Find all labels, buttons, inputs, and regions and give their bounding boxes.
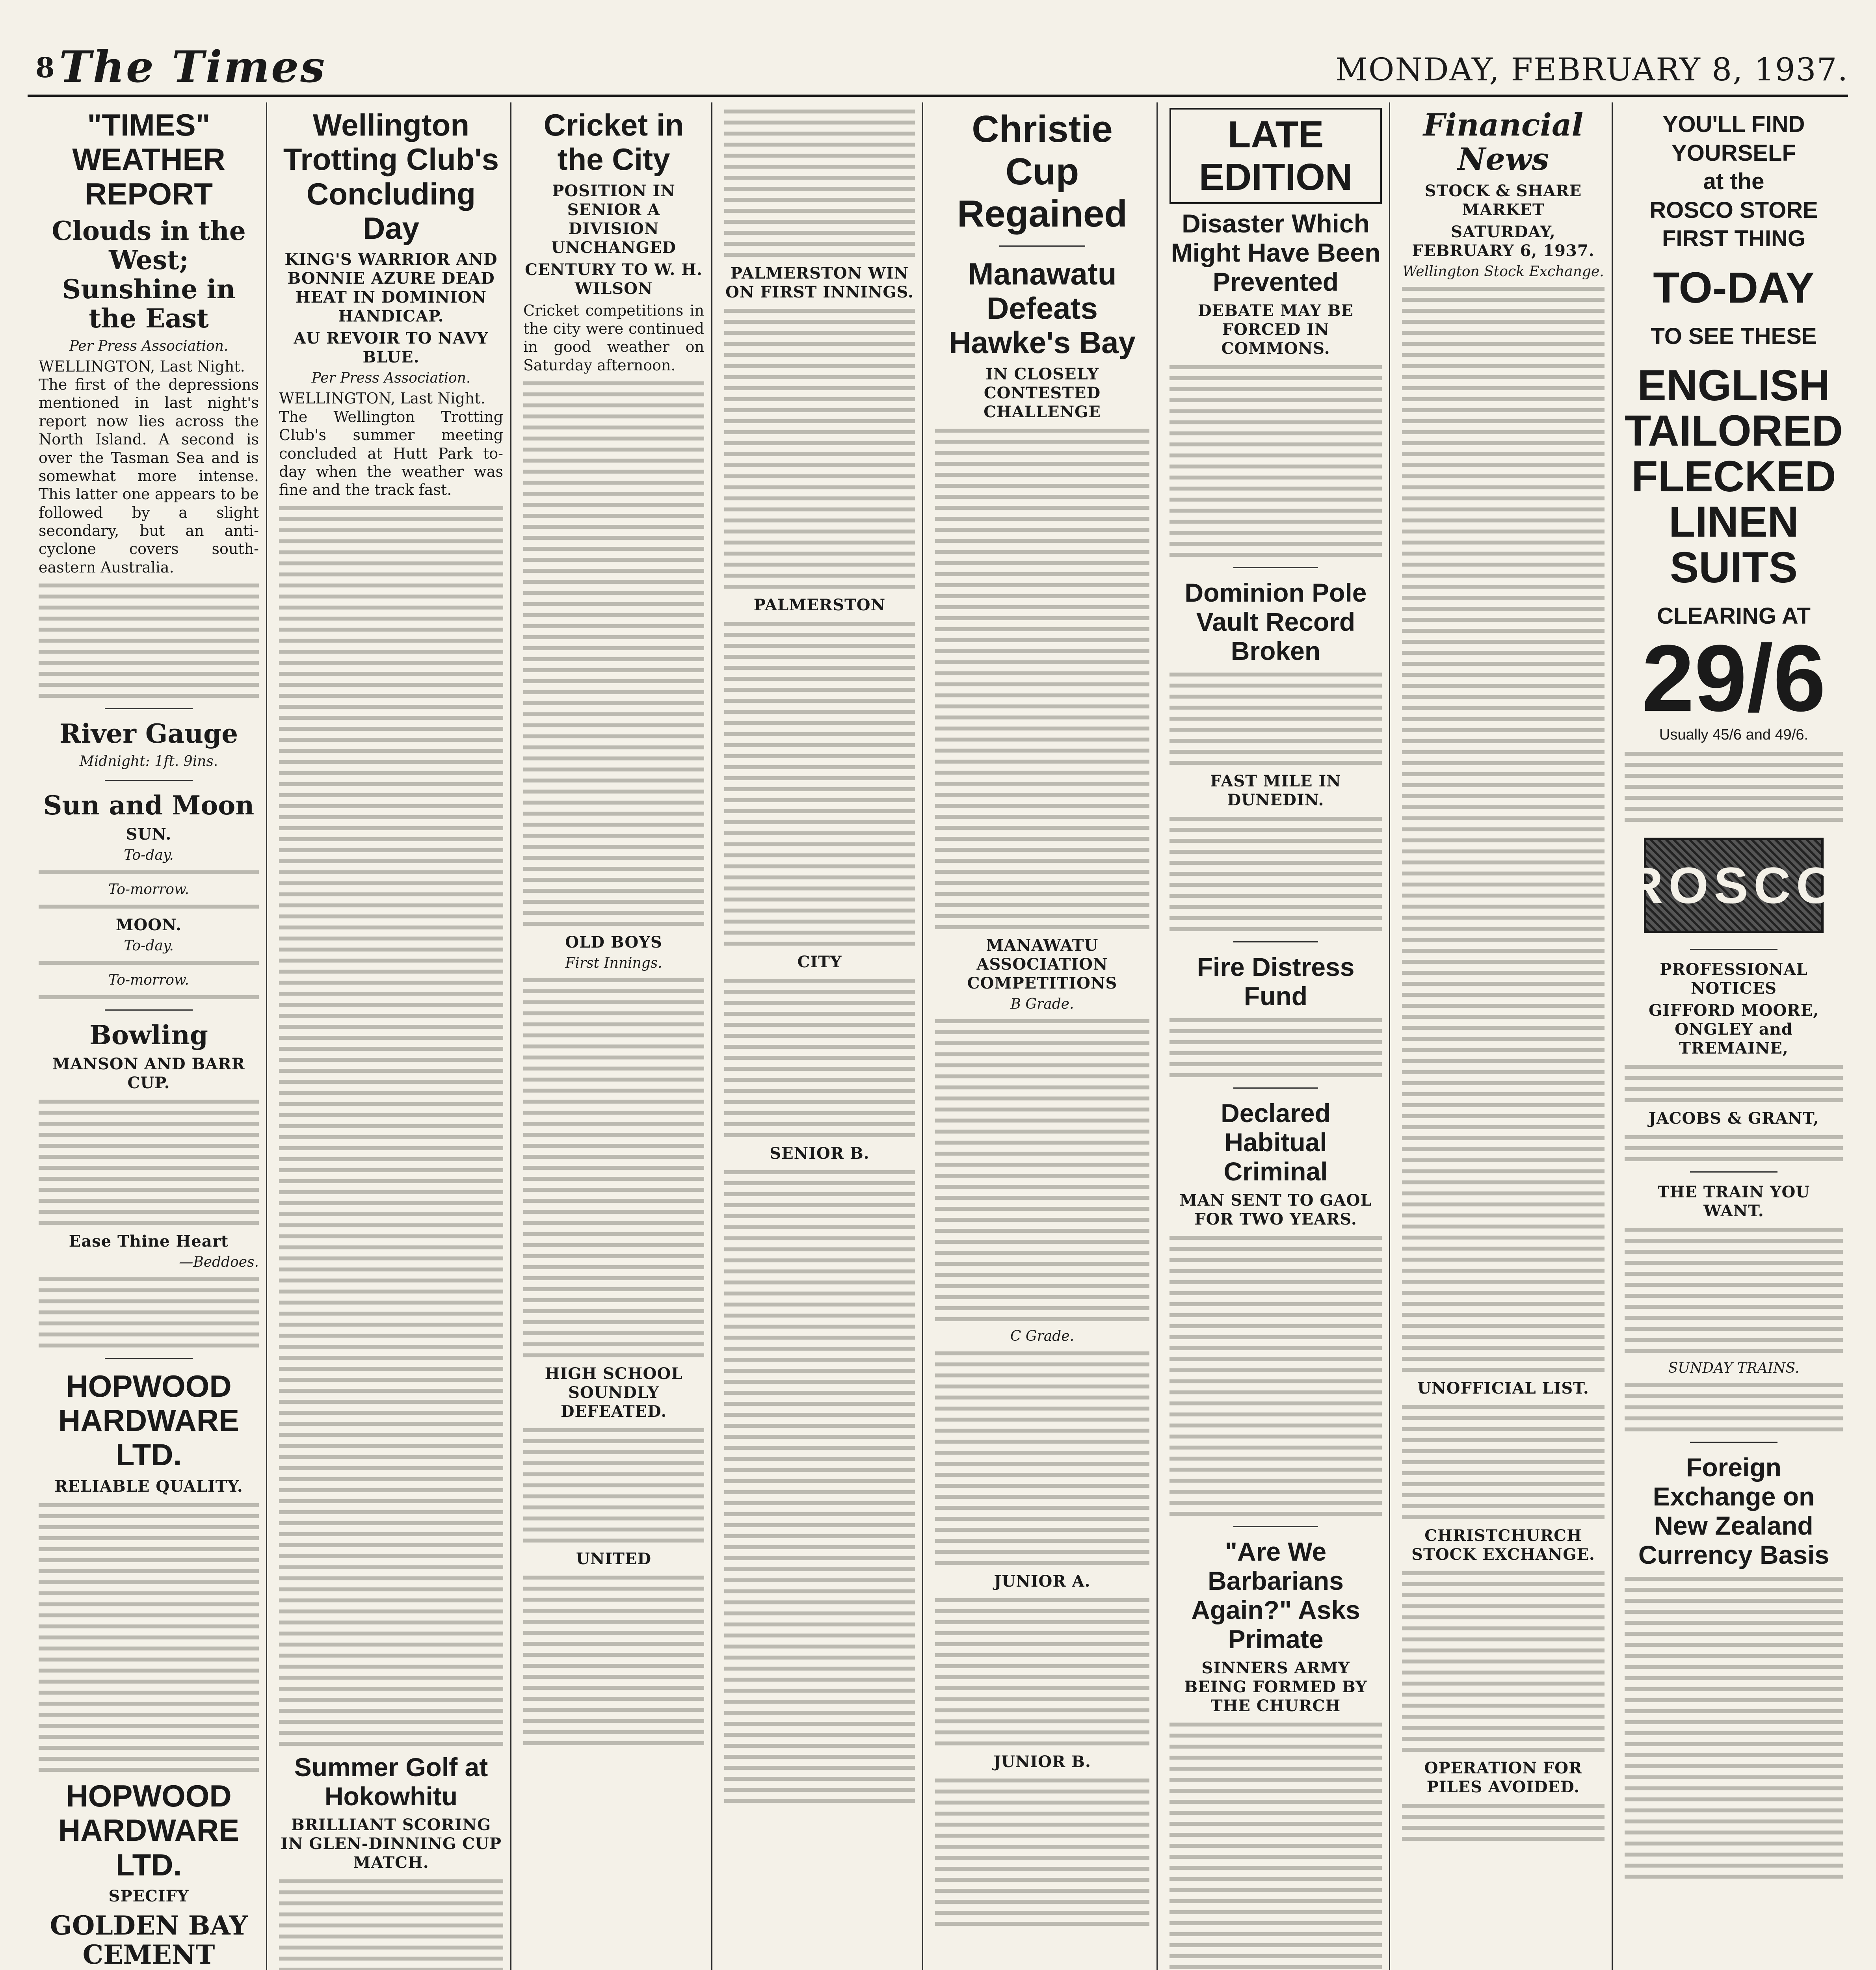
weather-text: WELLINGTON, Last Night. The first of the depressions mentioned in last night's report now lies across the North Island. A second is over the Tasman Sea and is somewhat more intense. This latter one appears to be followed by a slight secondary, but an anti-cyclone covers south-eastern Australia.	[39, 357, 259, 576]
text-placeholder	[1402, 1571, 1605, 1752]
stock-market-sub: STOCK & SHARE MARKET	[1424, 181, 1582, 219]
text-placeholder	[39, 1277, 259, 1347]
pole-vault-title: Dominion Pole Vault Record Broken	[1184, 578, 1367, 665]
professional-firm2: JACOBS & GRANT,	[1648, 1109, 1819, 1128]
column-divider	[1612, 102, 1613, 1970]
text-placeholder	[523, 978, 704, 1357]
moon-tomorrow-label: To-morrow.	[108, 972, 189, 988]
text-placeholder	[279, 506, 503, 1746]
rosco-logo-text: ROSCO	[1626, 856, 1842, 914]
text-placeholder	[1625, 1065, 1843, 1102]
golf-sub: BRILLIANT SCORING IN GLEN-DINNING CUP MATCH.	[281, 1816, 502, 1872]
column-weather	[32, 102, 266, 1970]
issue-date: MONDAY, FEBRUARY 8, 1937.	[1335, 51, 1848, 88]
trotting-text: WELLINGTON, Last Night. The Wellington Trotting Club's summer meeting concluded at Hutt Park to-day when the weather was fine and the track fast.	[279, 390, 503, 499]
golden-bay-cement: GOLDEN BAY CEMENT	[50, 1910, 248, 1970]
hopwood-top-name: HOPWOOD HARDWARE LTD.	[58, 1368, 240, 1472]
newspaper-title: The Times	[59, 41, 327, 92]
text-placeholder	[39, 1503, 259, 1772]
rosco-see: TO SEE THESE	[1651, 323, 1817, 349]
column-divider	[1156, 102, 1158, 1970]
sun-moon-title: Sun and Moon	[43, 790, 255, 821]
text-placeholder	[724, 622, 915, 946]
text-placeholder	[523, 1428, 704, 1543]
column-divider	[1389, 102, 1390, 1970]
text-placeholder	[279, 1879, 503, 1970]
association-title: MANAWATU ASSOCIATION COMPETITIONS	[967, 936, 1117, 992]
text-placeholder	[523, 381, 704, 926]
professional-notices-title: PROFESSIONAL NOTICES	[1660, 960, 1808, 998]
column-rosco-ad	[1618, 102, 1850, 1970]
text-placeholder	[935, 1779, 1149, 1926]
column-divider	[922, 102, 923, 1970]
ease-byline: —Beddoes.	[179, 1254, 259, 1270]
disaster-sub: DEBATE MAY BE FORCED IN COMMONS.	[1197, 301, 1354, 358]
rosco-line1: YOU'LL FIND YOURSELF	[1662, 112, 1805, 166]
unofficial-list: UNOFFICIAL LIST.	[1417, 1379, 1589, 1398]
christie-cup-sub: Manawatu Defeats Hawke's Bay	[949, 256, 1136, 360]
text-placeholder	[1169, 1236, 1382, 1516]
fire-fund-title: Fire Distress Fund	[1197, 952, 1355, 1011]
palmerston-label: PALMERSTON	[753, 596, 886, 614]
column-palmerston	[717, 102, 922, 1970]
moon-today-label: To-day.	[124, 937, 174, 954]
text-placeholder	[1169, 365, 1382, 557]
late-edition-banner: LATE EDITION	[1169, 108, 1382, 204]
text-placeholder	[523, 1576, 704, 1745]
trotting-credit: Per Press Association.	[311, 370, 471, 387]
text-placeholder	[724, 979, 915, 1137]
text-placeholder	[935, 1019, 1149, 1321]
text-placeholder	[935, 1598, 1149, 1745]
page-number: 8	[35, 51, 55, 84]
text-placeholder	[1169, 817, 1382, 931]
rosco-logo	[1626, 838, 1842, 933]
column-divider	[266, 102, 267, 1970]
column-christie-cup	[928, 102, 1156, 1970]
christchurch-exchange: CHRISTCHURCH STOCK EXCHANGE.	[1411, 1526, 1595, 1564]
christie-cup-title: Christie Cup Regained	[957, 108, 1128, 235]
foreign-exchange-title: Foreign Exchange on New Zealand Currency Basis	[1638, 1452, 1830, 1569]
high-school-defeated: HIGH SCHOOL SOUNDLY DEFEATED.	[545, 1364, 683, 1421]
weather-credit: Per Press Association.	[69, 338, 229, 354]
column-divider	[711, 102, 712, 1970]
piles-notice: OPERATION FOR PILES AVOIDED.	[1424, 1758, 1582, 1796]
river-gauge-reading: Midnight: 1ft. 9ins.	[79, 753, 218, 769]
text-placeholder	[1402, 1804, 1605, 1841]
rosco-advert	[1625, 110, 1843, 933]
b-grade-label: B Grade.	[1010, 996, 1074, 1012]
text-placeholder	[1169, 1018, 1382, 1077]
rosco-today: TO-DAY	[1653, 263, 1815, 312]
masthead-rule	[28, 95, 1848, 97]
financial-date: SATURDAY, FEBRUARY 6, 1937.	[1412, 222, 1595, 260]
text-placeholder	[1402, 287, 1605, 1372]
hopwood-slogan: RELIABLE QUALITY.	[54, 1477, 243, 1496]
text-placeholder	[39, 584, 259, 698]
trotting-sub: KING'S WARRIOR AND BONNIE AZURE DEAD HEAT IN DOMINION HANDICAP.	[284, 250, 498, 326]
c-grade-label: C Grade.	[1010, 1328, 1075, 1344]
hopwood-specify: SPECIFY	[108, 1886, 189, 1905]
sun-tomorrow-label: To-morrow.	[108, 881, 189, 898]
cricket-sub2: CENTURY TO W. H. WILSON	[525, 260, 703, 298]
masthead	[0, 0, 1876, 91]
train-title: THE TRAIN YOU WANT.	[1657, 1182, 1810, 1220]
disaster-title: Disaster Which Might Have Been Prevented	[1171, 209, 1381, 296]
junior-b-label: JUNIOR B.	[993, 1752, 1091, 1771]
financial-news-title: Financial News	[1423, 107, 1584, 178]
cricket-sub: POSITION IN SENIOR A DIVISION UNCHANGED	[551, 181, 676, 257]
city-label: CITY	[797, 953, 842, 971]
old-boys-label: OLD BOYS	[565, 933, 662, 952]
text-placeholder	[1625, 1577, 1843, 1879]
hopwood-bottom-name: HOPWOOD HARDWARE LTD.	[58, 1778, 240, 1882]
rosco-clearing: CLEARING AT	[1657, 603, 1811, 629]
senior-b-label: SENIOR B.	[770, 1144, 870, 1163]
column-divider	[510, 102, 511, 1970]
habitual-criminal-title: Declared Habitual Criminal	[1221, 1098, 1331, 1186]
barbarians-sub: SINNERS ARMY BEING FORMED BY THE CHURCH	[1184, 1658, 1367, 1715]
text-placeholder	[724, 309, 915, 589]
river-gauge-title: River Gauge	[59, 718, 238, 749]
text-placeholder	[1625, 1383, 1843, 1431]
text-placeholder	[1169, 1723, 1382, 1970]
text-placeholder	[1625, 1228, 1843, 1353]
text-placeholder	[1402, 1405, 1605, 1519]
trotting-sub2: AU REVOIR TO NAVY BLUE.	[294, 329, 489, 367]
barbarians-title: "Are We Barbarians Again?" Asks Primate	[1191, 1537, 1360, 1654]
column-trotting	[272, 102, 510, 1970]
bowling-title: Bowling	[89, 1019, 208, 1050]
text-placeholder	[1625, 1135, 1843, 1161]
trotting-title: Wellington Trotting Club's Concluding Day	[283, 108, 499, 246]
golf-title: Summer Golf at Hokowhitu	[294, 1752, 488, 1811]
habitual-criminal-sub: MAN SENT TO GAOL FOR TWO YEARS.	[1179, 1191, 1372, 1228]
first-innings-label: First Innings.	[565, 955, 662, 972]
text-placeholder	[724, 110, 915, 257]
wellington-exchange: Wellington Stock Exchange.	[1402, 263, 1604, 280]
text-placeholder	[935, 1351, 1149, 1565]
text-placeholder	[724, 1170, 915, 1803]
column-financial	[1395, 102, 1612, 1970]
column-late-edition	[1162, 102, 1389, 1970]
christie-cup-sub2: IN CLOSELY CONTESTED CHALLENGE	[984, 364, 1101, 421]
rosco-price: 29/6	[1642, 625, 1826, 731]
bowling-sub: MANSON AND BARR CUP.	[52, 1054, 245, 1092]
moon-label: MOON.	[116, 915, 182, 934]
text-placeholder	[1169, 673, 1382, 765]
weather-report-title: "TIMES" WEATHER REPORT	[72, 108, 225, 211]
sun-today-label: To-day.	[124, 847, 174, 863]
rosco-line2: at the	[1703, 169, 1764, 194]
weather-headline: Clouds in the West; Sunshine in the East	[52, 216, 246, 334]
sun-label: SUN.	[126, 825, 172, 844]
column-cricket	[516, 102, 711, 1970]
rosco-product: ENGLISH TAILORED FLECKED LINEN SUITS	[1625, 361, 1843, 592]
rosco-usual: Usually 45/6 and 49/6.	[1659, 726, 1809, 743]
text-placeholder	[935, 429, 1149, 929]
ease-title: Ease Thine Heart	[69, 1232, 229, 1251]
pole-vault-sub: FAST MILE IN DUNEDIN.	[1210, 772, 1341, 810]
cricket-text: Cricket competitions in the city were continued in good weather on Saturday afternoon.	[523, 301, 704, 374]
palmerston-win-title: PALMERSTON WIN ON FIRST INNINGS.	[725, 264, 914, 301]
text-placeholder	[39, 1100, 259, 1225]
cricket-title: Cricket in the City	[543, 108, 684, 177]
sunday-trains-label: SUNDAY TRAINS.	[1668, 1360, 1800, 1376]
rosco-line3: ROSCO STORE FIRST THING	[1649, 197, 1818, 251]
text-placeholder	[1625, 752, 1843, 822]
united-label: UNITED	[576, 1550, 652, 1569]
professional-firm1: GIFFORD MOORE, ONGLEY and TREMAINE,	[1649, 1001, 1819, 1057]
junior-a-label: JUNIOR A.	[994, 1572, 1091, 1591]
